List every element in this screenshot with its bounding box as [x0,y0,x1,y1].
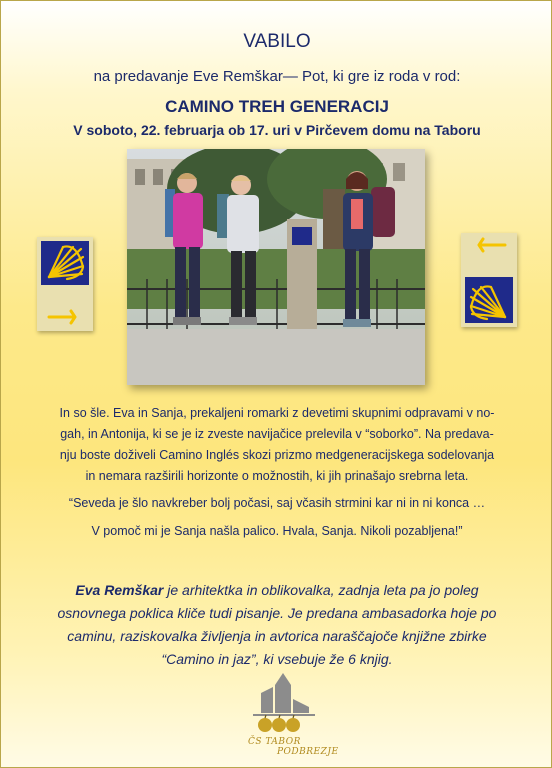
description-line: nju boste doživeli Camino Inglés skozi prizmo medgeneracijskega sodelovanja [59,448,495,462]
description-line: in nemara razširili horizonte o možnostih, ki jih prinašajo srebrna leta. [85,469,469,483]
quote-line-1: “Seveda je šlo navkreber bolj počasi, saj včasih strmini kar ni in ni konca … [68,496,486,510]
camino-shell-arrow-icon [37,237,93,331]
church-tower-apples-logo [239,671,325,739]
poster-subtitle: na predavanje Eve Remškar— Pot, ki gre iz roda v rod: [93,68,461,85]
bio-line-rest: je arhitektka in oblikovalka, zadnja leta pa jo poleg [163,582,479,598]
bio-line: osnovnega poklica kliče tudi pisanje. Je predana ambasadorka hoje po [57,605,497,621]
group-photo [127,149,425,385]
group-photo-three-hikers [127,149,425,385]
author-name: Eva Remškar [75,582,164,598]
organization-logo [239,671,339,761]
bio-line [45,579,509,602]
description-line: In so šle. Eva in Sanja, prekaljeni romarki z devetimi skupnimi odpravami v no- [59,406,495,420]
event-name: CAMINO TREH GENERACIJ [165,97,389,116]
author-bio [45,579,509,671]
logo-text-2: PODBREZJE [277,747,339,757]
logo-text-1: ČS TABOR [248,737,301,747]
bio-line: caminu, raziskovalka življenja in avtorica naraščajoče knjižne zbirke [67,628,487,644]
poster-title: VABILO [243,31,311,52]
camino-shell-arrow-icon [461,233,517,327]
quote-line-2: V pomoč mi je Sanja našla palico. Hvala, Sanja. Nikoli pozabljena!” [91,524,463,538]
bio-line: “Camino in jaz”, ki vsebuje že 6 knjig. [161,651,393,667]
event-date-location: V soboto, 22. februarja ob 17. uri v Pirčevem domu na Taboru [73,122,481,138]
description-line: gah, in Antonija, ki se je iz zveste navijačice prelevila v “soborko”. Na predava- [60,427,494,441]
description-paragraph [41,403,513,487]
